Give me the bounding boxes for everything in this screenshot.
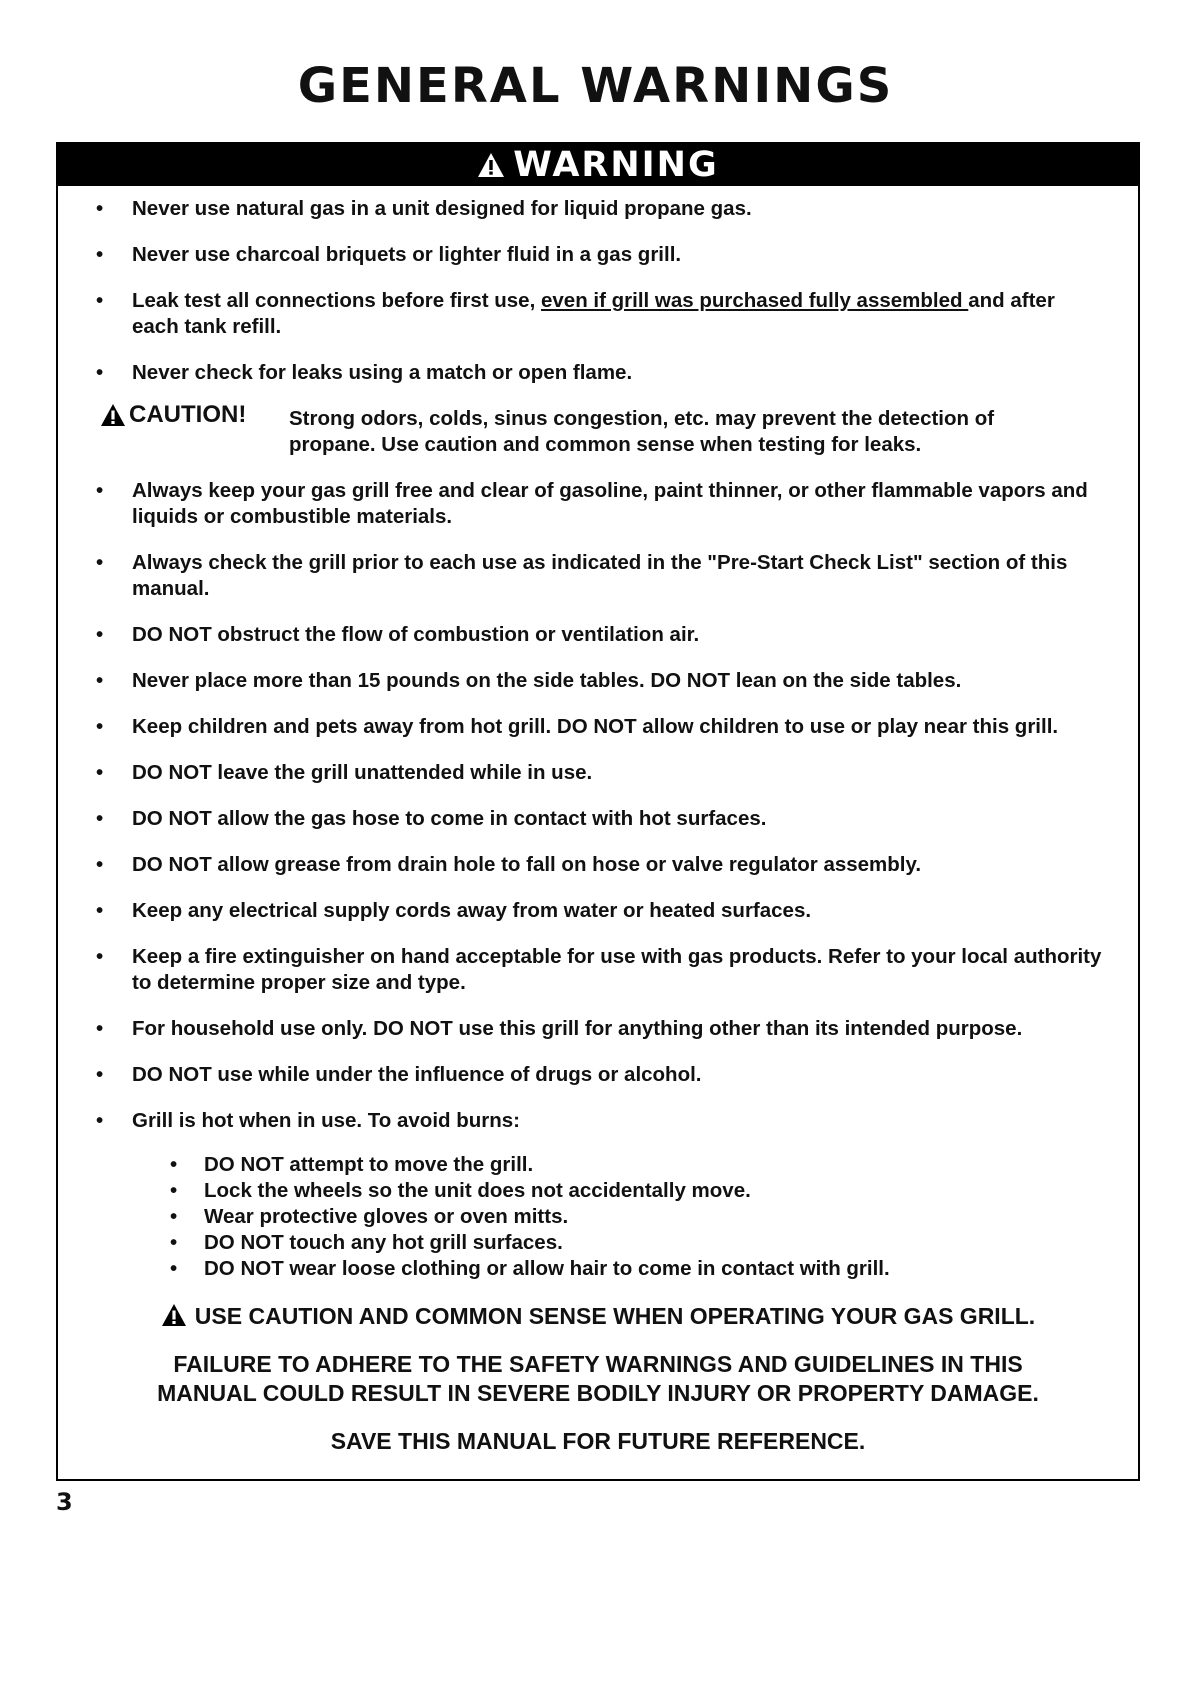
- list-item: • Never check for leaks using a match or open flame.: [96, 361, 633, 384]
- page-number: 3: [56, 1488, 73, 1516]
- list-item: • For household use only. DO NOT use this grill for anything other than its intended purpose.: [96, 1017, 1023, 1040]
- list-item: • Grill is hot when in use. To avoid burns:: [96, 1109, 521, 1132]
- warning-triangle-icon: [100, 403, 126, 427]
- bullet: •: [96, 551, 104, 574]
- final-caution: USE CAUTION AND COMMON SENSE WHEN OPERATING YOUR GAS GRILL.: [58, 1302, 1138, 1331]
- warning-triangle-icon: [161, 1303, 187, 1327]
- burn-sublist: [58, 1152, 1138, 1282]
- bullet: •: [96, 715, 104, 738]
- bullet: •: [96, 853, 104, 876]
- bullet: •: [170, 1179, 178, 1202]
- bullet: •: [170, 1205, 178, 1228]
- list-item: • Always check the grill prior to each use as indicated in the "Pre-Start Check List" section of this manual.: [96, 551, 1068, 600]
- page-title: GENERAL WARNINGS: [297, 58, 894, 114]
- list-item: • DO NOT use while under the influence of drugs or alcohol.: [96, 1063, 702, 1086]
- sub-list-item: • DO NOT attempt to move the grill.: [170, 1153, 534, 1176]
- bullet: •: [96, 361, 104, 384]
- bullet: •: [96, 945, 104, 968]
- bullet: •: [96, 899, 104, 922]
- save-notice: SAVE THIS MANUAL FOR FUTURE REFERENCE.: [330, 1428, 866, 1454]
- warning-triangle-icon: [477, 152, 505, 178]
- caution-text: Strong odors, colds, sinus congestion, etc. may prevent the detection of propane. Use caution and common sense when testing for leaks.: [289, 407, 995, 456]
- list-item: • DO NOT obstruct the flow of combustion or ventilation air.: [96, 623, 700, 646]
- warning-box: [56, 142, 1140, 1481]
- list-item: • DO NOT leave the grill unattended while in use.: [96, 761, 593, 784]
- caution-label: CAUTION!: [100, 402, 246, 428]
- list-item: • Keep children and pets away from hot grill. DO NOT allow children to use or play near this grill.: [96, 715, 1059, 738]
- bullet: •: [96, 197, 104, 220]
- list-item: • Keep a fire extinguisher on hand acceptable for use with gas products. Refer to your local authority to determine proper size and type.: [96, 945, 1102, 994]
- bullet: •: [96, 1109, 104, 1132]
- warning-header-label: WARNING: [513, 145, 719, 185]
- bullet: •: [96, 289, 104, 312]
- list-item: • DO NOT allow grease from drain hole to fall on hose or valve regulator assembly.: [96, 853, 922, 876]
- bullet: •: [96, 623, 104, 646]
- warning-header: [58, 144, 1138, 186]
- bullet: •: [170, 1231, 178, 1254]
- bullet: •: [170, 1153, 178, 1176]
- bullet: •: [96, 243, 104, 266]
- bullet: •: [96, 479, 104, 502]
- bullet: •: [96, 669, 104, 692]
- list-item: • Always keep your gas grill free and clear of gasoline, paint thinner, or other flammable vapors and liquids or combustible materials.: [96, 479, 1088, 528]
- bullet: •: [96, 1017, 104, 1040]
- sub-list-item: • Wear protective gloves or oven mitts.: [170, 1205, 569, 1228]
- list-item: • Never use natural gas in a unit designed for liquid propane gas.: [96, 197, 752, 220]
- underlined-text: even if grill was purchased fully assembled: [540, 289, 969, 312]
- bullet: •: [96, 807, 104, 830]
- list-item: • Never use charcoal briquets or lighter fluid in a gas grill.: [96, 243, 682, 266]
- bullet: •: [96, 1063, 104, 1086]
- list-item: • Never place more than 15 pounds on the side tables. DO NOT lean on the side tables.: [96, 669, 962, 692]
- list-item: • Leak test all connections before first use, even if grill was purchased fully assembled and after each tank refill.: [96, 289, 1055, 338]
- failure-notice: FAILURE TO ADHERE TO THE SAFETY WARNINGS AND GUIDELINES IN THIS MANUAL COULD RESULT IN SEVERE BODILY INJURY OR PROPERTY DAMAGE.: [157, 1351, 1039, 1406]
- list-item: • DO NOT allow the gas hose to come in contact with hot surfaces.: [96, 807, 767, 830]
- warning-list: [58, 196, 1138, 1475]
- bullet: •: [96, 761, 104, 784]
- list-item: • Keep any electrical supply cords away from water or heated surfaces.: [96, 899, 812, 922]
- bullet: •: [170, 1257, 178, 1280]
- sub-list-item: • DO NOT wear loose clothing or allow hair to come in contact with grill.: [170, 1257, 890, 1280]
- sub-list-item: • DO NOT touch any hot grill surfaces.: [170, 1231, 563, 1254]
- sub-list-item: • Lock the wheels so the unit does not accidentally move.: [170, 1179, 751, 1202]
- caution-note: [58, 401, 1138, 458]
